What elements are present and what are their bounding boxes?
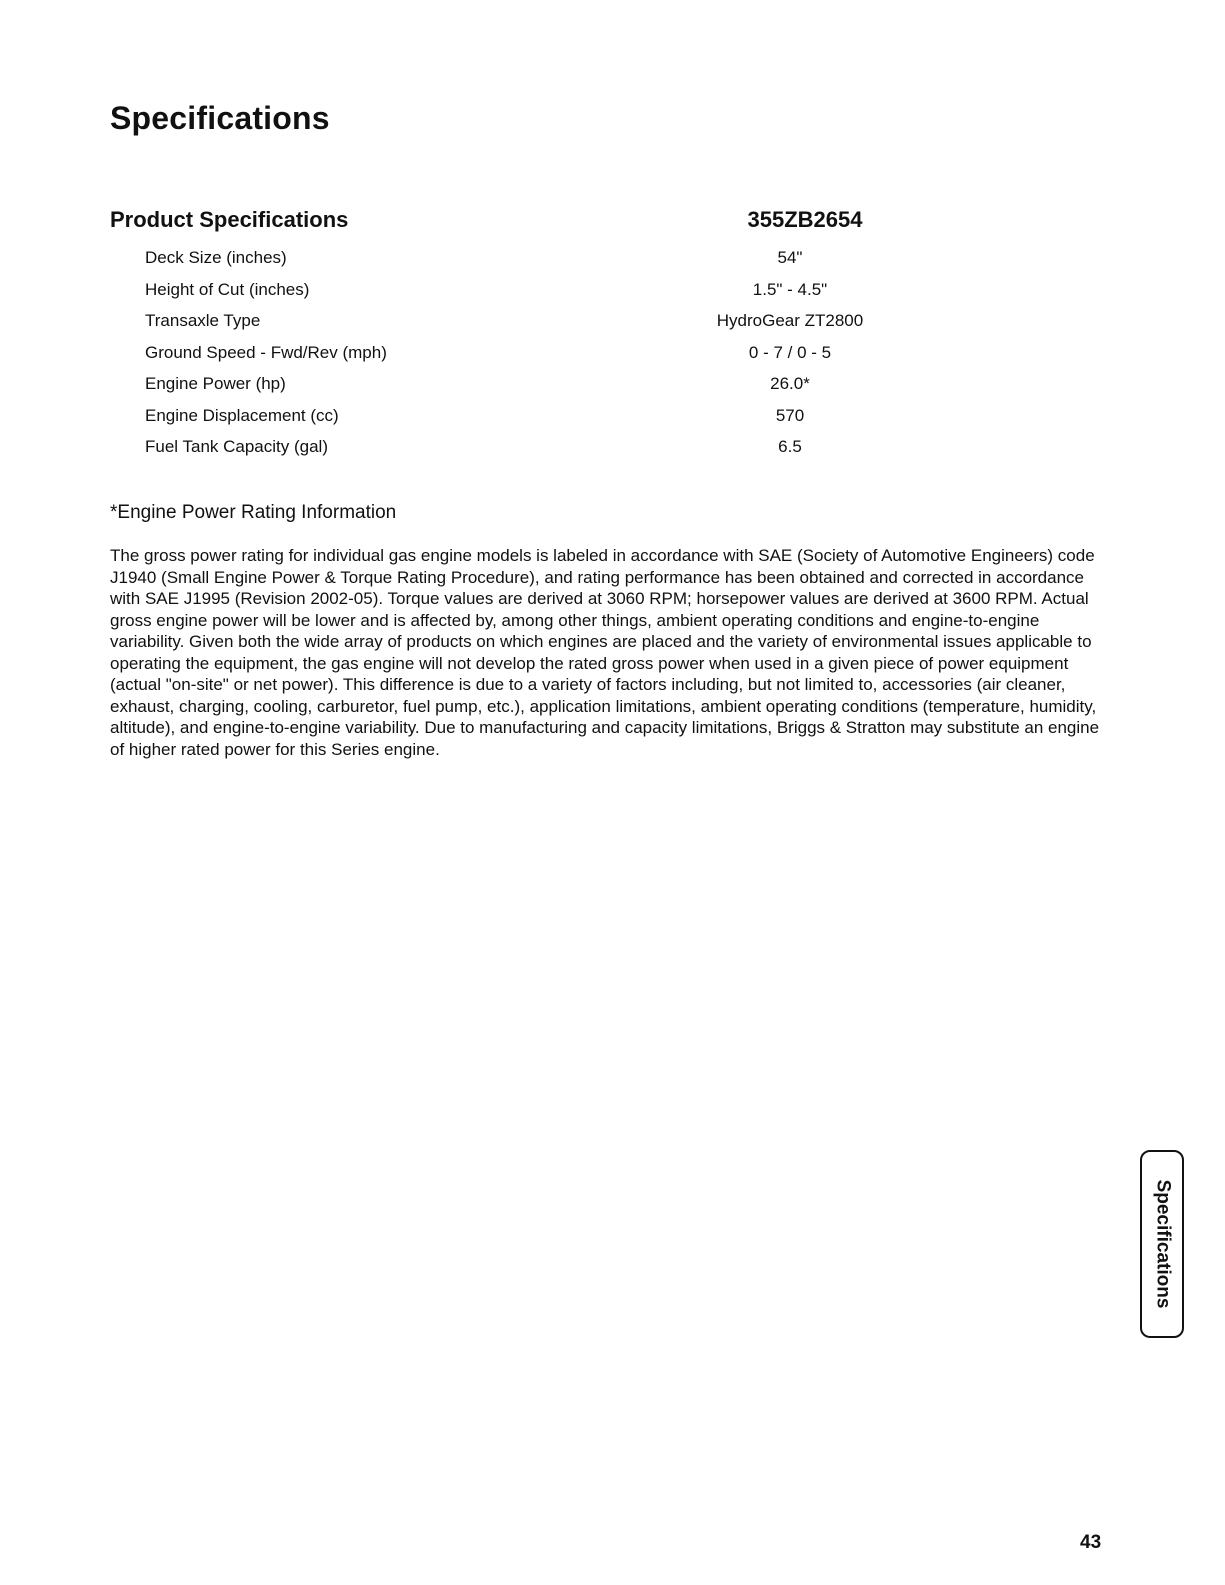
spec-label: Ground Speed - Fwd/Rev (mph) [145,342,387,362]
spec-label: Fuel Tank Capacity (gal) [145,437,328,456]
page-number: 43 [1080,1532,1102,1553]
spec-value: 570 [775,405,805,425]
spec-row-ground-speed [145,340,905,372]
spec-value: 0 - 7 / 0 - 5 [748,342,832,362]
spec-value: HydroGear ZT2800 [716,311,864,330]
section-side-tab [1140,1150,1184,1338]
spec-label: Engine Displacement (cc) [145,405,339,425]
product-specifications-heading: Product Specifications [110,207,349,232]
power-rating-paragraph: The gross power rating for individual gas engine models is labeled in accordance with SAE (Society of Automotive Engineers) code J1940 (Small Engine Power & Torque Rating Procedure), and rating performance has been obtained and corrected in accordance with SAE J1995 (Revision 2002-05). Torque values are derived at 3060 RPM; horsepower values are derived at 3600 RPM. Actual gross engine power will be lower and is affected by, among other things, ambient operating conditions and engine-to-engine variability. Given both the wide array of products on which engines are placed and the variety of environmental issues applicable to operating the equipment, the gas engine will not develop the rated gross power when used in a given piece of power equipment (actual "on-site" or net power). This difference is due to a variety of factors including, but not limited to, accessories (air cleaner, exhaust, charging, cooling, carburetor, fuel pump, etc.), application limitations, ambient operating conditions (temperature, humidity, altitude), and engine-to-engine variability. Due to manufacturing and capacity limitations, Briggs & Stratton may substitute an engine of higher rated power for this Series engine. [110,546,1100,759]
spec-row-deck-size [145,245,905,277]
spec-value: 26.0* [770,374,810,393]
spec-label: Engine Power (hp) [145,374,286,393]
spec-value: 1.5" - 4.5" [752,279,828,299]
page-title: Specifications [110,100,330,136]
model-number-heading: 355ZB2654 [747,207,863,232]
spec-row-transaxle-type [145,308,905,340]
spec-row-engine-power [145,371,905,403]
spec-label: Deck Size (inches) [145,248,287,267]
spec-row-height-of-cut [145,277,905,309]
spec-label: Transaxle Type [145,311,261,330]
spec-label: Height of Cut (inches) [145,279,310,299]
spec-row-engine-displacement [145,403,905,435]
spec-value: 6.5 [778,437,802,456]
spec-value: 54" [777,248,803,267]
spec-row-fuel-tank-capacity [145,434,905,466]
side-tab-label: Specifications [1152,1179,1174,1309]
engine-power-footnote: *Engine Power Rating Information [110,502,397,523]
spec-table [145,245,905,466]
